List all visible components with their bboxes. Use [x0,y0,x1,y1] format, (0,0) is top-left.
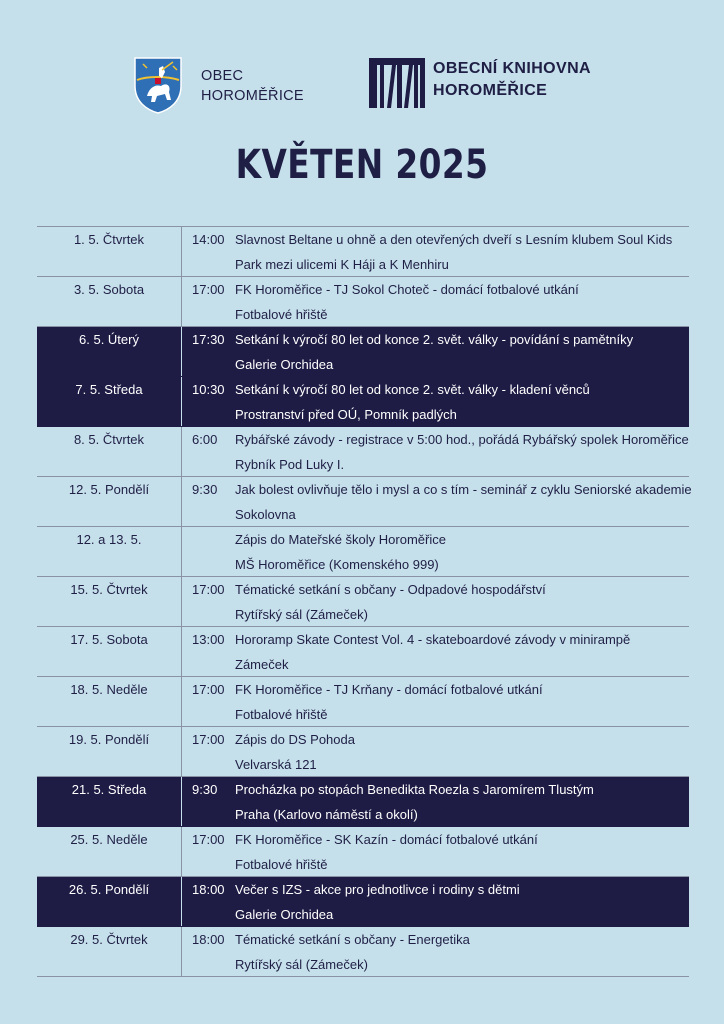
event-description: Tématické setkání s občany - Energetika [235,932,470,947]
event-time: 17:30 [192,332,225,347]
event-date: 19. 5. Pondělí [68,732,150,747]
event-place: Rybník Pod Luky I. [235,457,345,472]
event-place: Sokolovna [235,507,296,522]
event-date: 17. 5. Sobota [70,632,148,647]
event-description: Rybářské závody - registrace v 5:00 hod., pořádá Rybářský spolek Horoměřice [235,432,689,447]
event-description: Zápis do Mateřské školy Horoměřice [235,532,446,547]
event-row [37,677,689,727]
event-time: 18:00 [192,882,225,897]
column-divider [181,627,182,676]
event-description: Setkání k výročí 80 let od konce 2. svět. války - povídání s pamětníky [235,332,634,347]
event-place: Park mezi ulicemi K Háji a K Menhiru [235,257,449,272]
event-row [37,227,689,277]
event-place: Rytířský sál (Zámeček) [235,957,368,972]
column-divider [181,427,182,476]
library-books-icon [369,56,425,108]
column-divider [181,727,182,776]
event-row [37,427,689,477]
page-header [0,54,724,120]
event-row [37,927,689,977]
event-description: FK Horoměřice - TJ Krňany - domácí fotbalové utkání [235,682,543,697]
event-place: Galerie Orchidea [235,907,334,922]
event-description: Jak bolest ovlivňuje tělo i mysl a co s tím - seminář z cyklu Seniorské akademie [235,482,692,497]
column-divider [181,227,182,276]
event-time: 9:30 [192,482,218,497]
event-row [37,527,689,577]
event-row [37,777,689,827]
event-time: 13:00 [192,632,225,647]
column-divider [181,777,182,826]
event-date: 26. 5. Pondělí [68,882,150,897]
column-divider [181,827,182,876]
event-time: 17:00 [192,582,225,597]
column-divider [181,327,182,376]
event-date: 1. 5. Čtvrtek [73,232,145,247]
event-time: 17:00 [192,282,225,297]
event-time: 17:00 [192,832,225,847]
event-place: Praha (Karlovo náměstí a okolí) [235,807,418,822]
events-table [37,226,692,977]
obec-name [201,66,304,106]
event-description: FK Horoměřice - SK Kazín - domácí fotbalové utkání [235,832,538,847]
event-date: 12. 5. Pondělí [68,482,150,497]
event-row [37,477,692,527]
event-row [37,277,689,327]
event-description: Hororamp Skate Contest Vol. 4 - skateboardové závody v minirampě [235,632,631,647]
obec-line2: HOROMĚŘICE [201,88,304,104]
event-place: Fotbalové hřiště [235,307,328,322]
event-date: 12. a 13. 5. [76,532,142,547]
library-line2: HOROMĚŘICE [433,82,548,99]
event-time: 18:00 [192,932,225,947]
event-description: Slavnost Beltane u ohně a den otevřených dveří s Lesním klubem Soul Kids [235,232,673,247]
column-divider [181,277,182,326]
event-description: Procházka po stopách Benedikta Roezla s Jaromírem Tlustým [235,782,594,797]
column-divider [181,877,182,926]
event-description: Setkání k výročí 80 let od konce 2. svět. války - kladení věnců [235,382,590,397]
event-date: 15. 5. Čtvrtek [70,582,148,597]
event-place: Fotbalové hřiště [235,857,328,872]
event-description: Tématické setkání s občany - Odpadové hospodářství [235,582,546,597]
event-row [37,727,689,777]
column-divider [181,477,182,526]
event-time: 10:30 [192,382,225,397]
column-divider [181,577,182,626]
event-description: FK Horoměřice - TJ Sokol Choteč - domácí fotbalové utkání [235,282,579,297]
event-row [37,627,689,677]
event-row [37,327,689,377]
library-line1: OBECNÍ KNIHOVNA [433,60,592,77]
event-row [37,377,689,427]
column-divider [181,377,182,426]
event-description: Večer s IZS - akce pro jednotlivce i rodiny s dětmi [235,882,520,897]
event-place: MŠ Horoměřice (Komenského 999) [235,557,439,572]
page-title: KVĚTEN 2025 [235,142,489,188]
event-date: 18. 5. Neděle [70,682,148,697]
horomerice-crest-icon [133,56,183,114]
event-place: Prostranství před OÚ, Pomník padlých [235,407,457,422]
event-date: 29. 5. Čtvrtek [70,932,148,947]
column-divider [181,677,182,726]
column-divider [181,927,182,976]
event-row [37,827,689,877]
event-time: 14:00 [192,232,225,247]
event-date: 6. 5. Úterý [79,332,139,347]
event-time: 17:00 [192,732,225,747]
event-place: Galerie Orchidea [235,357,334,372]
event-description: Zápis do DS Pohoda [235,732,355,747]
event-time: 9:30 [192,782,218,797]
event-date: 3. 5. Sobota [73,282,145,297]
event-date: 8. 5. Čtvrtek [73,432,145,447]
event-place: Fotbalové hřiště [235,707,328,722]
library-name [433,58,591,102]
event-time: 6:00 [192,432,218,447]
event-date: 21. 5. Středa [71,782,147,797]
column-divider [181,527,182,576]
event-row [37,877,689,927]
event-place: Rytířský sál (Zámeček) [235,607,368,622]
event-date: 7. 5. Středa [75,382,143,397]
event-place: Velvarská 121 [235,757,317,772]
event-place: Zámeček [235,657,289,672]
event-row [37,577,689,627]
event-time: 17:00 [192,682,225,697]
event-date: 25. 5. Neděle [70,832,148,847]
obec-line1: OBEC [201,68,244,84]
